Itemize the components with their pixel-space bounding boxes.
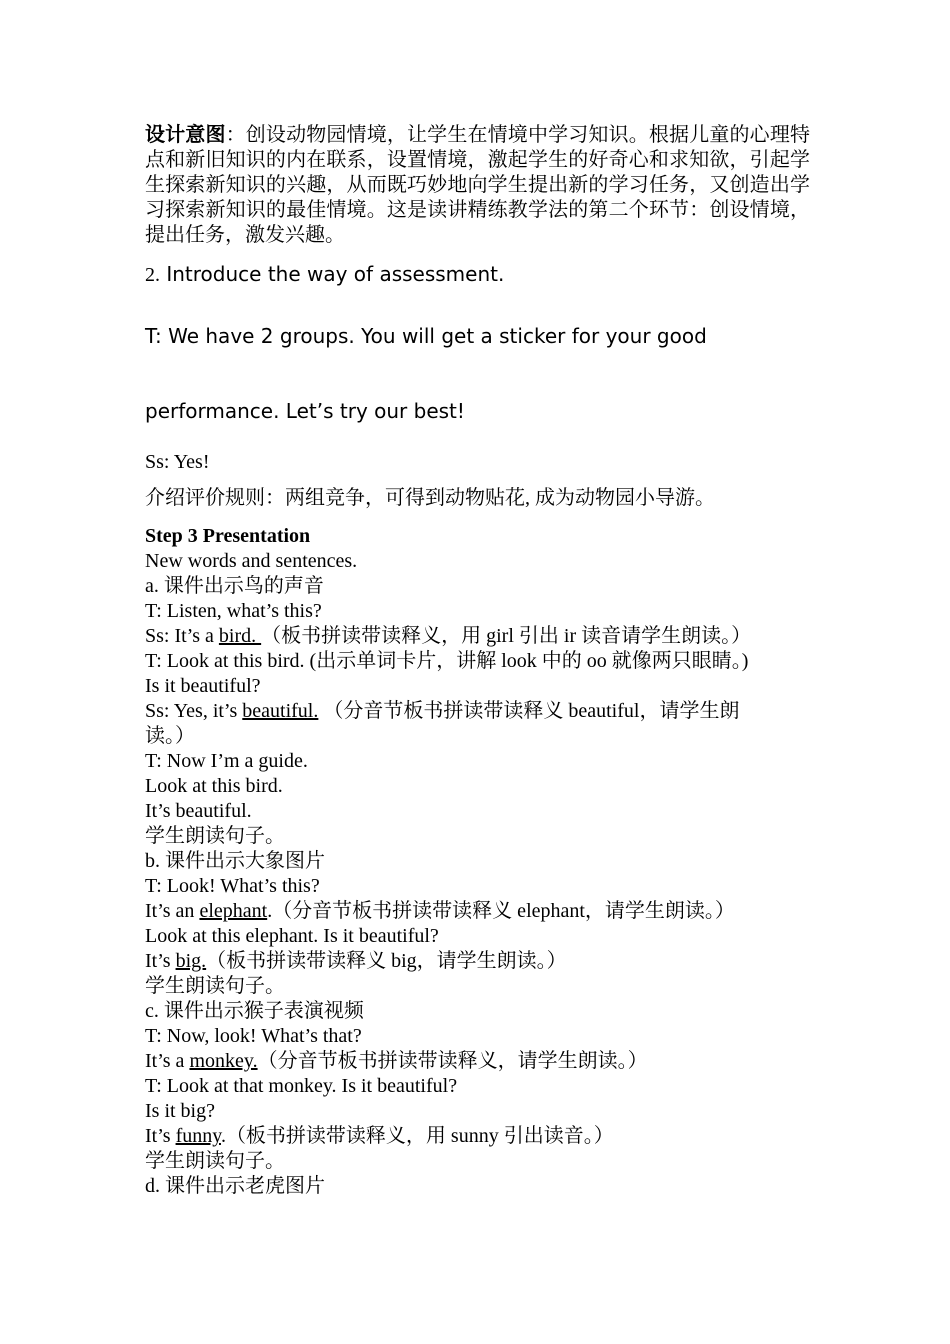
- step3-heading: Step 3 Presentation: [145, 525, 311, 547]
- line-prefix: It’s: [145, 950, 176, 972]
- line-note: （分音节板书拼读带读释义，请学生朗读。）: [257, 1050, 648, 1072]
- step3-line: a. 课件出示鸟的声音: [145, 575, 324, 597]
- line-prefix: It’s a: [145, 1050, 190, 1072]
- students-reply: Ss: Yes!: [145, 451, 210, 473]
- step3-line: Look at this bird.: [145, 775, 283, 797]
- vocab-word-monkey: monkey.: [189, 1050, 258, 1072]
- teacher-line-2: performance. Let’s try our best!: [145, 399, 465, 423]
- line-note: .（分音节板书拼读带读释义 elephant，请学生朗读。）: [267, 900, 735, 922]
- line-prefix: It’s an: [145, 900, 200, 922]
- step3-line: It’s beautiful.: [145, 800, 252, 822]
- step3-line: b. 课件出示大象图片: [145, 850, 325, 872]
- step3-line: T: Look at that monkey. Is it beautiful?: [145, 1075, 458, 1097]
- step3-line: [145, 624, 810, 649]
- step3-line: c. 课件出示猴子表演视频: [145, 1000, 364, 1022]
- step3-section: [145, 524, 810, 1199]
- step3-line: T: Look at this bird. (出示单词卡片，讲解 look 中的 oo 就像两只眼睛。): [145, 650, 749, 672]
- step3-line: [145, 1049, 810, 1074]
- assessment-number: 2.: [145, 264, 160, 286]
- step3-line: 学生朗读句子。: [145, 825, 285, 847]
- line-note: .（板书拼读带读释义，用 sunny 引出读音。）: [220, 1125, 614, 1147]
- step3-line: Is it beautiful?: [145, 675, 261, 697]
- step3-line: [145, 949, 810, 974]
- step3-line: 读。）: [145, 725, 195, 747]
- step3-line: T: Now I’m a guide.: [145, 750, 308, 772]
- vocab-word-bird: bird.: [218, 625, 262, 647]
- step3-line: T: Listen, what’s this?: [145, 600, 322, 622]
- line-prefix: Ss: Yes, it’s: [145, 700, 243, 722]
- line-note: （分音节板书拼读带读释义 beautiful，请学生朗: [318, 700, 740, 722]
- step3-line: [145, 699, 810, 724]
- step3-line: 学生朗读句子。: [145, 975, 285, 997]
- vocab-word-beautiful: beautiful.: [242, 700, 319, 722]
- assessment-rule: 介绍评价规则：两组竞争，可得到动物贴花, 成为动物园小导游。: [145, 487, 715, 509]
- step3-line: New words and sentences.: [145, 550, 358, 572]
- design-intent-paragraph: [145, 123, 810, 248]
- step3-line: [145, 899, 810, 924]
- assessment-heading: [145, 260, 810, 291]
- vocab-word-elephant: elephant: [199, 900, 268, 922]
- vocab-word-funny: funny: [175, 1125, 221, 1147]
- design-intent-text: 创设动物园情境，让学生在情境中学习知识。根据儿童的心理特点和新旧知识的内在联系，设置情境，激起学生的好奇心和求知欲，引起学生探索新知识的兴趣，从而既巧妙地向学生提出新的学习任务，又创造出学习探索新知识的最佳情境。这是读讲精练教学法的第二个环节：创设情境，提出任务，激发兴趣。: [145, 124, 810, 246]
- vocab-word-big: big.: [175, 950, 207, 972]
- step3-line: [145, 1124, 810, 1149]
- step3-line: d. 课件出示老虎图片: [145, 1175, 325, 1197]
- line-note: （板书拼读带读释义 big，请学生朗读。）: [206, 950, 567, 972]
- line-prefix: It’s: [145, 1125, 176, 1147]
- line-note: （板书拼读带读释义，用 girl 引出 ir 读音请学生朗读。）: [261, 625, 752, 647]
- step3-line: T: Now, look! What’s that?: [145, 1025, 362, 1047]
- step3-line: 学生朗读句子。: [145, 1150, 285, 1172]
- teacher-line-1: T: We have 2 groups. You will get a sticker for your good: [145, 324, 707, 348]
- step3-line: T: Look! What’s this?: [145, 875, 320, 897]
- assessment-title: Introduce the way of assessment.: [160, 262, 505, 286]
- line-prefix: Ss: It’s a: [145, 625, 219, 647]
- design-intent-label: 设计意图: [145, 124, 226, 146]
- step3-line: Is it big?: [145, 1100, 215, 1122]
- step3-line: Look at this elephant. Is it beautiful?: [145, 925, 439, 947]
- design-intent-colon: ：: [225, 124, 246, 146]
